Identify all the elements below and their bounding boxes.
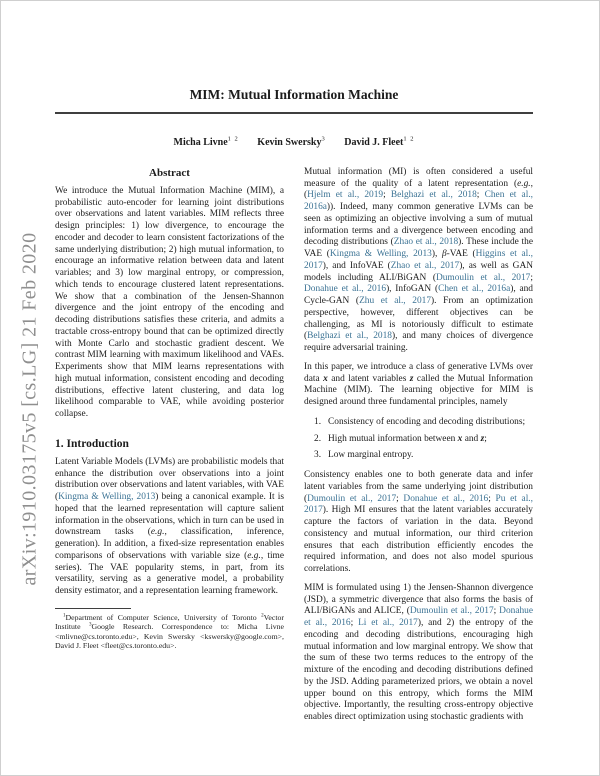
author	[257, 137, 325, 148]
author	[344, 137, 414, 148]
list-item-number: 3.	[314, 450, 322, 461]
paragraph: Consistency enables one to both generate data and infer latent variables from the same underlying joint distribution (Dumoulin et al., 2017; Donahue et al., 2016; Pu et al., 2017). High MI ensures that the latent variables accurately capture the factors of variation in the data. Beyond consistency and mutual information, our third criterion ensures that each distribution efficiently encodes the required information, and does not also model spurious correlations.	[304, 470, 533, 575]
principles-list	[308, 417, 533, 462]
citation-link[interactable]: Zhao et al., 2017	[390, 260, 460, 271]
author-name: Kevin Swersky	[257, 136, 322, 148]
citation-link[interactable]: Li et al., 2017	[358, 618, 418, 629]
citation-link[interactable]: Dumoulin et al., 2017	[409, 606, 494, 617]
author-affiliation: 3	[321, 135, 326, 143]
list-item-text: Consistency of encoding and decoding distributions;	[328, 416, 526, 427]
citation-link[interactable]: Donahue et al., 2016	[403, 493, 489, 504]
author-name: David J. Fleet	[344, 136, 404, 148]
paragraph: Mutual information (MI) is often considered a useful measure of the quality of a latent representation (e.g., (Hjelm et al., 2019; Belghazi et al., 2018; Chen et al., 2016a)). Indeed, many common generative LVMs can be seen as optimizing an objective involving a sum of mutual information terms and a divergence between encoding and decoding distributions (Zhao et al., 2018). These include the VAE (Kingma & Welling, 2013), β-VAE (Higgins et al., 2017), and InfoVAE (Zhao et al., 2017), as well as GAN models including ALI/BiGAN (Dumoulin et al., 2017; Donahue et al., 2016), InfoGAN (Chen et al., 2016a), and Cycle-GAN (Zhu et al., 2017). From an optimization perspective, however, different objectives can be challenging, as MI is notoriously difficult to estimate (Belghazi et al., 2018), and many choices of divergence require adversarial training.	[304, 166, 534, 354]
citation-link[interactable]: Belghazi et al., 2018	[307, 331, 392, 342]
section-heading-introduction: 1. Introduction	[55, 437, 129, 450]
author	[174, 137, 239, 148]
list-item-number: 1.	[314, 416, 322, 427]
citation-link[interactable]: Dumoulin et al., 2017	[307, 493, 397, 504]
left-column	[55, 167, 284, 724]
list-item	[308, 450, 533, 462]
right-column	[304, 167, 533, 724]
two-column-body	[55, 167, 533, 724]
list-item-text: High mutual information between x and z;	[328, 433, 487, 444]
footnote-text: $^1$Department of Computer Science, University of Toronto $^2$Vector Institute $^3$Google Research. Correspondence to: Micha Livne <mlivne@cs.toronto.edu>, Kevin Swersky <kswersky@google.com>, David J. Fleet <fleet@cs.toronto.edu>.	[55, 612, 284, 651]
citation-link[interactable]: Belghazi et al., 2018	[390, 190, 477, 201]
footnote	[55, 608, 284, 651]
footnote-rule	[55, 608, 131, 609]
paragraph: In this paper, we introduce a class of generative LVMs over data x and latent variables z called the Mutual Information Machine (MIM). The learning objective for MIM is designed around three fundamental principles, namely	[304, 361, 533, 408]
citation-link[interactable]: Donahue et al., 2016	[304, 606, 534, 629]
citation-link[interactable]: Zhao et al., 2018	[393, 237, 459, 248]
list-item-number: 2.	[314, 433, 322, 444]
citation-link[interactable]: Hjelm et al., 2019	[307, 190, 384, 201]
intro-paragraph: Latent Variable Models (LVMs) are probabilistic models that enhance the distribution over observations into a joint distribution over observations and latent variables, with VAE (Kingma & Welling, 2013) being a canonical example. It is hoped that the learned representation will capture salient information in the observations, which in turn can be used in downstream tasks (e.g., classification, inference, generation). In addition, a fixed-size representation enables comparisons of observations with variable size (e.g., time series). The VAE popularity stems, in part, from its versatility, serving as a generative model, a probability density estimator, and a representation learning framework.	[55, 456, 285, 597]
author-affiliation: 1 2	[403, 135, 415, 143]
citation-link[interactable]: Donahue et al., 2016	[304, 284, 387, 295]
author-affiliation: 1 2	[227, 135, 239, 143]
list-item-text: Low marginal entropy.	[328, 450, 414, 461]
authors-line	[55, 136, 533, 148]
paper-title: MIM: Mutual Information Machine	[189, 87, 399, 102]
paper-content	[55, 1, 533, 724]
arxiv-watermark: arXiv:1910.03175v5 [cs.LG] 21 Feb 2020	[18, 232, 41, 586]
citation-link[interactable]: Kingma & Welling, 2013	[58, 492, 156, 503]
citation-link[interactable]: Chen et al., 2016a	[438, 284, 511, 295]
citation-link[interactable]: Zhu et al., 2017	[359, 296, 432, 307]
abstract-heading: Abstract	[149, 166, 190, 179]
list-item	[308, 417, 533, 429]
title-rule	[55, 112, 533, 114]
paragraph: MIM is formulated using 1) the Jensen-Shannon divergence (JSD), a symmetric divergence that also forms the basis of ALI/BiGANs and ALICE, (Dumoulin et al., 2017; Donahue et al., 2016; Li et al., 2017), and 2) the entropy of the encoding and decoding distributions, encouraging high mutual information and low marginal entropy. We show that the sum of these two terms reduces to the entropy of the mixture of the encoding and decoding distributions defined by the JSD. Adding parameterized priors, we obtain a novel upper bound on this entropy, which forms the MIM objective. Importantly, the resulting cross-entropy objective enables direct optimization using stochastic gradients with	[304, 582, 534, 723]
citation-link[interactable]: Chen et al., 2016a	[304, 190, 534, 213]
citation-link[interactable]: Kingma & Welling, 2013	[329, 249, 432, 260]
author-name: Micha Livne	[173, 136, 228, 148]
list-item	[308, 434, 533, 446]
abstract-body: We introduce the Mutual Information Machine (MIM), a probabilistic auto-encoder for learning joint distributions over observations and latent variables. MIM reflects three design principles: 1) low divergence, to encourage the encoder and decoder to learn consistent factorizations of the same underlying distribution; 2) high mutual information, to encourage an informative relation between data and latent variables; and 3) low marginal entropy, or compression, which tends to encourage clustered latent representations. We show that a combination of the Jensen-Shannon divergence and the joint entropy of the encoding and decoding distributions satisfies these criteria, and admits a tractable cross-entropy bound that can be optimized directly with Monte Carlo and stochastic gradient descent. We contrast MIM learning with maximum likelihood and VAEs. Experiments show that MIM learns representations with high mutual information, consistent encoding and decoding distributions, effective latent clustering, and data log likelihood comparable to VAE, while avoiding posterior collapse.	[55, 185, 284, 420]
citation-link[interactable]: Dumoulin et al., 2017	[435, 272, 531, 283]
citation-link[interactable]: Higgins et al., 2017	[304, 249, 533, 271]
citation-link[interactable]: Pu et al., 2017	[304, 493, 533, 516]
